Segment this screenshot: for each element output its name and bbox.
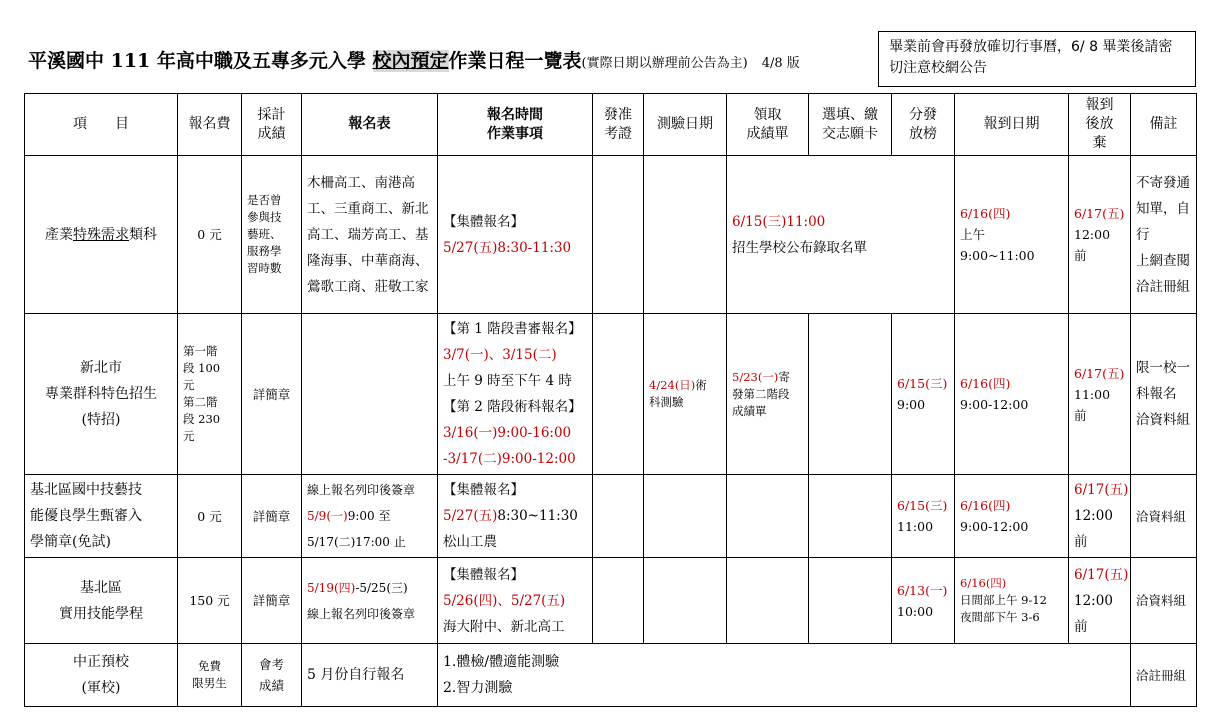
- header-arrive: 報到日期: [955, 94, 1069, 156]
- row-score: 是否曾 參與技 藝班、 服務學 習時數: [242, 156, 302, 314]
- header-form: 報名表: [302, 94, 438, 156]
- row-time: 【集體報名】 5/26(四)、5/27(五) 海大附中、新北高工: [438, 558, 593, 644]
- row-time: 【集體報名】 5/27(五)8:30-11:30: [438, 156, 593, 314]
- row-score: 詳簡章: [242, 475, 302, 558]
- row-result: 6/15(三)11:00 招生學校公布錄取名單: [727, 156, 955, 314]
- row-fee: 0 元: [178, 475, 242, 558]
- header-choice: 選填、繳 交志願卡: [809, 94, 892, 156]
- row-item: 基北區 實用技能學程: [25, 558, 178, 644]
- row-form: [302, 314, 438, 475]
- row-time: 【第 1 階段書審報名】 3/7(一)、3/15(二) 上午 9 時至下午 4 時 【第 2 階段術科報名】 3/16(一)9:00-16:00 -3/17(二)9:00-12:00: [438, 314, 593, 475]
- header-release: 分發 放榜: [892, 94, 955, 156]
- row-report: [727, 558, 809, 644]
- table-row: [25, 314, 1197, 475]
- row-choice: [809, 558, 892, 644]
- schedule-table: [24, 93, 1197, 707]
- row-arrive: 6/16(四) 上午 9:00~11:00: [955, 156, 1069, 314]
- row-fee: 150 元: [178, 558, 242, 644]
- row-test: [644, 558, 727, 644]
- row-test: 4/24(日)術 科測驗: [644, 314, 727, 475]
- row-time: 【集體報名】 5/27(五)8:30~11:30 松山工農: [438, 475, 593, 558]
- row-cert: [593, 558, 644, 644]
- header-cert: 發准 考證: [593, 94, 644, 156]
- row-form: 5/19(四)-5/25(三) 線上報名列印後簽章: [302, 558, 438, 644]
- row-form: 5 月份自行報名: [302, 644, 438, 707]
- row-cert: [593, 475, 644, 558]
- row-giveup: 6/17(五) 12:00 前: [1069, 156, 1131, 314]
- title-highlight: 校內預定: [372, 50, 449, 72]
- row-remark: 洽資料組: [1131, 558, 1197, 644]
- row-giveup: 6/17(五) 12:00 前: [1069, 558, 1131, 644]
- header-remark: 備註: [1131, 94, 1197, 156]
- table-row: [25, 644, 1197, 707]
- header-test: 測驗日期: [644, 94, 727, 156]
- row-release: 6/15(三) 11:00: [892, 475, 955, 558]
- table-row: [25, 156, 1197, 314]
- row-arrive: 6/16(四) 9:00-12:00: [955, 314, 1069, 475]
- header-time: 報名時間 作業事項: [438, 94, 593, 156]
- header-fee: 報名費: [178, 94, 242, 156]
- row-score: 詳簡章: [242, 314, 302, 475]
- page-title: 平溪國中 111 年高中職及五專多元入學 校內預定作業日程一覽表(實際日期以辦理前公告為主) 4/8 版: [28, 50, 800, 72]
- row-form: 木柵高工、南港高工、三重商工、新北高工、瑞芳高工、基隆海事、中華商海、鶯歌工商、莊敬工家: [302, 156, 438, 314]
- table-row: [25, 558, 1197, 644]
- row-cert: [593, 314, 644, 475]
- row-remark: 洽資料組: [1131, 475, 1197, 558]
- row-fee: 第一階 段 100 元 第二階 段 230 元: [178, 314, 242, 475]
- row-item: 基北區國中技藝技 能優良學生甄審入 學簡章(免試): [25, 475, 178, 558]
- header-row: [25, 94, 1197, 156]
- table-row: [25, 475, 1197, 558]
- row-remark: 不寄發通 知單，自行 上網查閱 洽註冊組: [1131, 156, 1197, 314]
- row-arrive: 6/16(四) 9:00-12:00: [955, 475, 1069, 558]
- title-note: (實際日期以辦理前公告為主): [581, 56, 748, 71]
- row-release: 6/15(三) 9:00: [892, 314, 955, 475]
- row-item: 新北市 專業群科特色招生 (特招): [25, 314, 178, 475]
- row-choice: [809, 314, 892, 475]
- notice-box: 畢業前會再發放確切行事曆，6/ 8 畢業後請密切注意校網公告: [878, 31, 1196, 87]
- row-remark: 洽註冊組: [1131, 644, 1197, 707]
- row-test: [644, 475, 727, 558]
- row-report: [727, 475, 809, 558]
- version-label: 4/8 版: [761, 56, 800, 71]
- row-test: [644, 156, 727, 314]
- row-choice: [809, 475, 892, 558]
- row-score: 詳簡章: [242, 558, 302, 644]
- row-time: 1.體檢/體適能測驗 2.智力測驗: [438, 644, 1131, 707]
- row-fee: 免費 限男生: [178, 644, 242, 707]
- row-release: 6/13(一) 10:00: [892, 558, 955, 644]
- row-remark: 限一校一 科報名 洽資料組: [1131, 314, 1197, 475]
- row-item: 中正預校 (軍校): [25, 644, 178, 707]
- row-form: 線上報名列印後簽章 5/9(一)9:00 至 5/17(二)17:00 止: [302, 475, 438, 558]
- header-report: 領取 成績單: [727, 94, 809, 156]
- row-cert: [593, 156, 644, 314]
- header-score: 採計 成績: [242, 94, 302, 156]
- row-fee: 0 元: [178, 156, 242, 314]
- row-giveup: 6/17(五) 11:00 前: [1069, 314, 1131, 475]
- header-item: 項 目: [25, 94, 178, 156]
- row-giveup: 6/17(五) 12:00 前: [1069, 475, 1131, 558]
- header-giveup: 報到 後放 棄: [1069, 94, 1131, 156]
- row-arrive: 6/16(四) 日間部上午 9-12 夜間部下午 3-6: [955, 558, 1069, 644]
- row-item: 產業特殊需求類科: [25, 156, 178, 314]
- row-report: 5/23(一)寄 發第二階段 成績單: [727, 314, 809, 475]
- row-score: 會考 成績: [242, 644, 302, 707]
